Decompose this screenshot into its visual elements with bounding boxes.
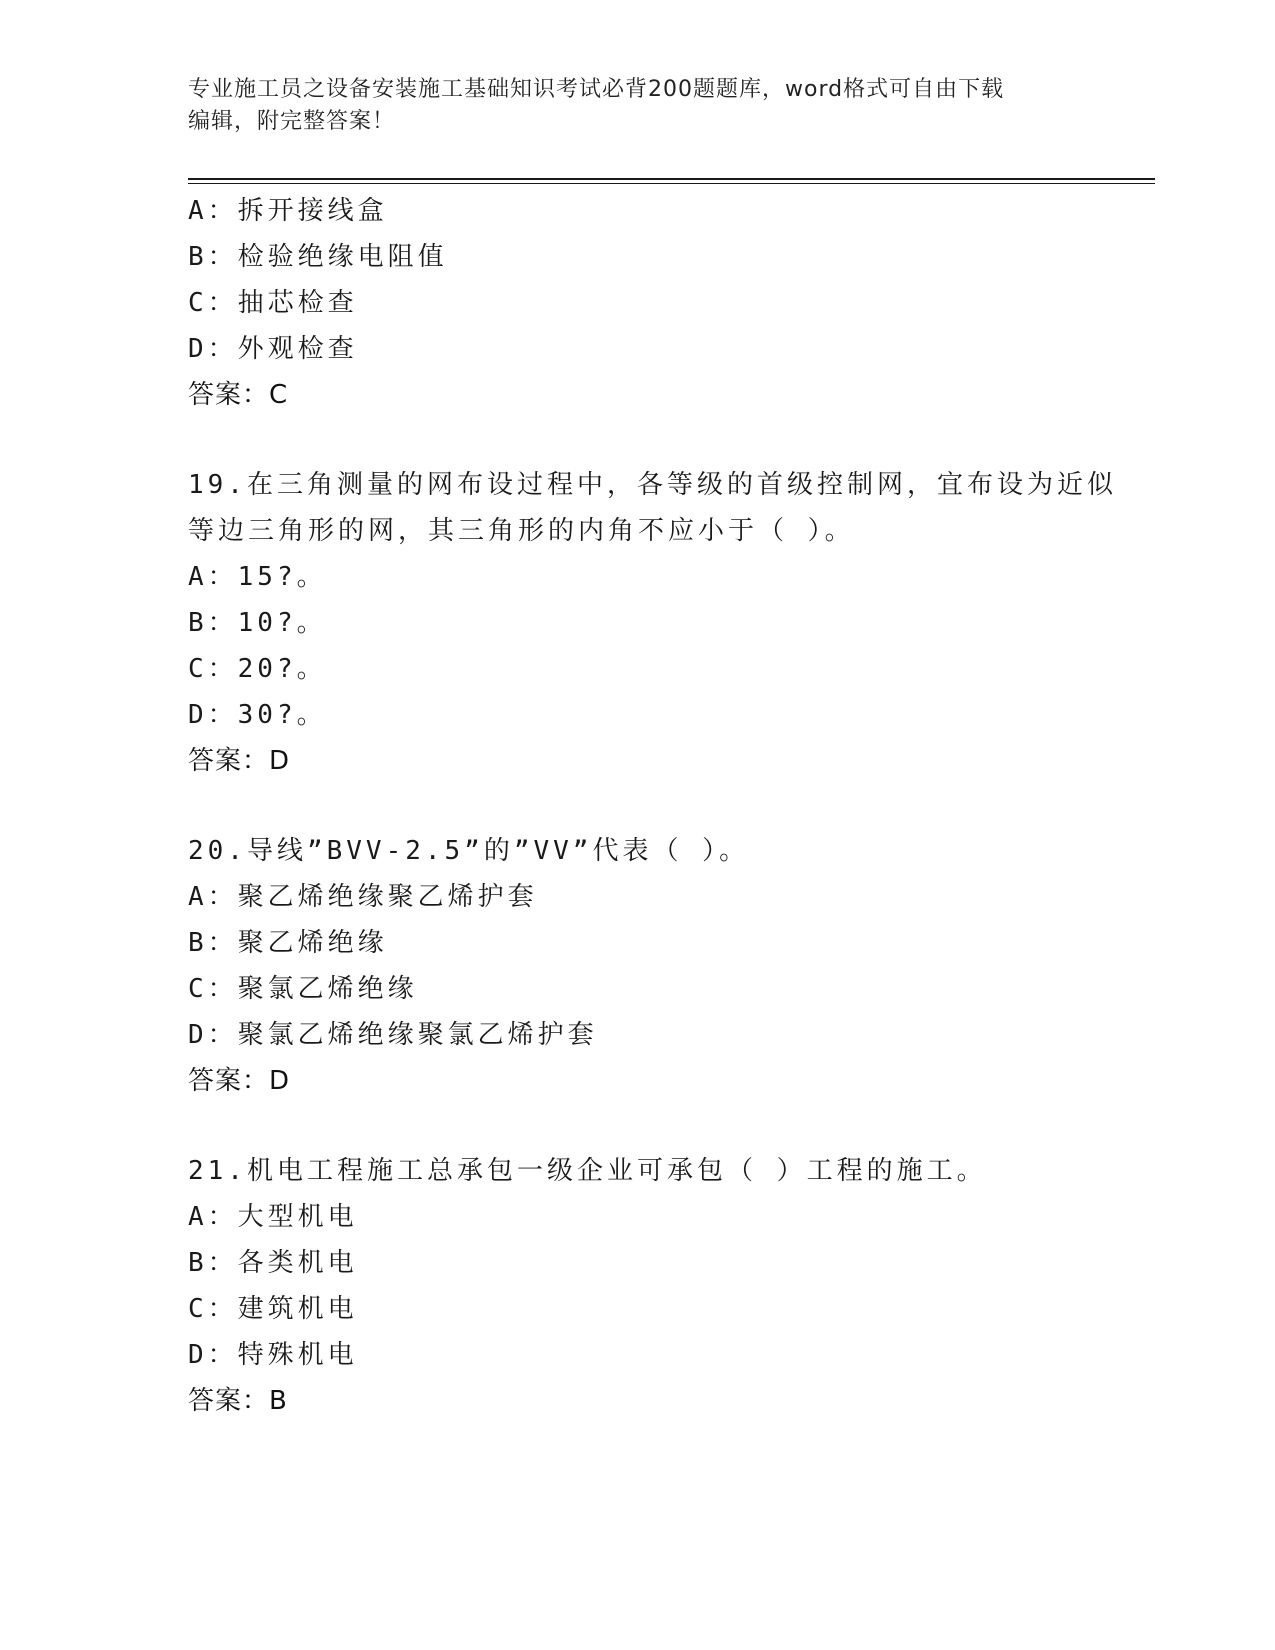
question-text-line-1: 19.在三角测量的网布设过程中，各等级的首级控制网，宜布设为近似 [188,470,1117,500]
document-header [188,74,1088,138]
header-divider-thin [188,183,1155,184]
option-d: D：特殊机电 [188,1340,358,1370]
block-spacer [188,418,1148,462]
option-b: B：10?。 [188,608,327,638]
option-d: D：聚氯乙烯绝缘聚氯乙烯护套 [188,1020,598,1050]
option-c: C：20?。 [188,654,327,684]
question-list [188,188,1148,1424]
header-title-line-1: 专业施工员之设备安装施工基础知识考试必背200题题库，word格式可自由下载 [188,77,1005,102]
header-title-line-2: 编辑，附完整答案！ [188,109,396,134]
question-text-line-1: 21.机电工程施工总承包一级企业可承包（ ）工程的施工。 [188,1156,987,1186]
question-block-19 [188,462,1148,784]
question-text-line-2: 等边三角形的网，其三角形的内角不应小于（ ）。 [188,516,855,546]
block-spacer [188,1104,1148,1148]
option-b: B：各类机电 [188,1248,358,1278]
option-d: D：外观检查 [188,334,358,364]
option-a: A：大型机电 [188,1202,358,1232]
answer-line: 答案：C [188,380,289,410]
question-block-21 [188,1148,1148,1424]
option-a: A：聚乙烯绝缘聚乙烯护套 [188,882,538,912]
question-block-20 [188,828,1148,1104]
question-block-18 [188,188,1148,418]
option-a: A：拆开接线盒 [188,196,388,226]
option-c: C：聚氯乙烯绝缘 [188,974,418,1004]
option-a: A：15?。 [188,562,327,592]
option-b: B：检验绝缘电阻值 [188,242,448,272]
option-c: C：抽芯检查 [188,288,358,318]
question-text-line-1: 20.导线”BVV-2.5”的”VV”代表（ ）。 [188,836,750,866]
option-c: C：建筑机电 [188,1294,358,1324]
option-b: B：聚乙烯绝缘 [188,928,388,958]
answer-line: 答案：D [188,1066,291,1096]
answer-line: 答案：D [188,746,291,776]
option-d: D：30?。 [188,700,327,730]
block-spacer [188,784,1148,828]
header-divider-thick [188,178,1155,180]
answer-line: 答案：B [188,1386,288,1416]
